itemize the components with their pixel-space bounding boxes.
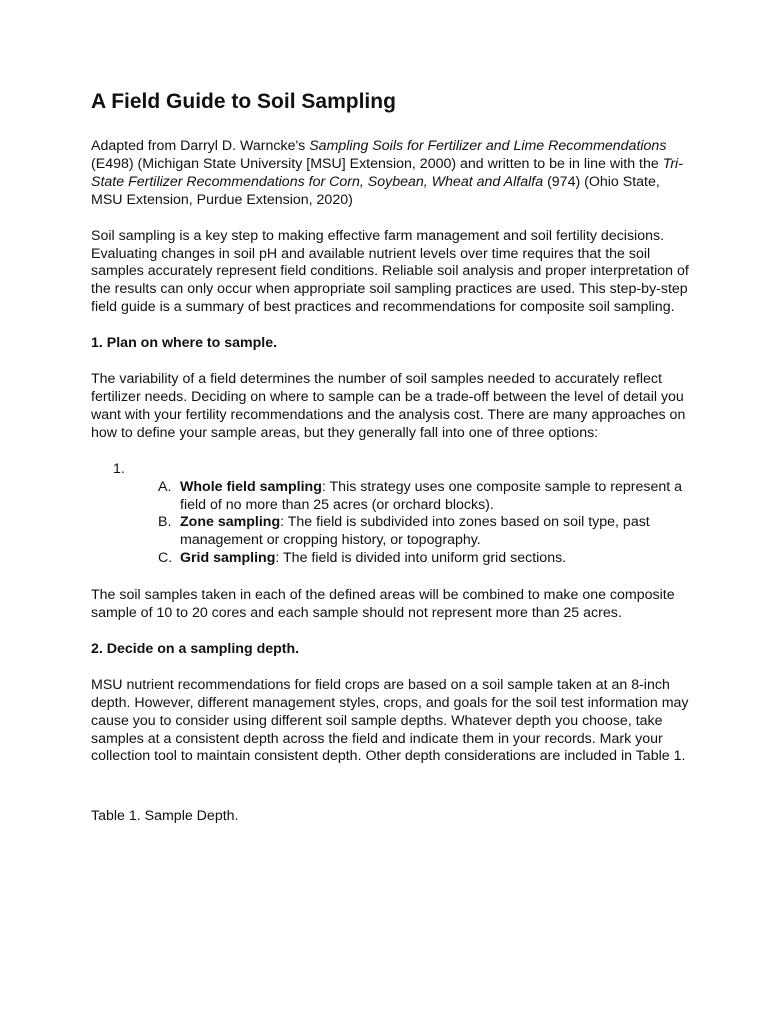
intro-suffix: (974) (Ohio State, MSU Extension, Purdue Extension, 2020) bbox=[91, 173, 660, 208]
section-1-heading: 1. Plan on where to sample. bbox=[91, 335, 278, 352]
page-title: A Field Guide to Soil Sampling bbox=[91, 90, 396, 113]
table-caption: Table 1. Sample Depth. bbox=[91, 808, 239, 825]
document-page bbox=[91, 88, 691, 826]
overview-paragraph: Soil sampling is a key step to making effective farm management and soil fertility decisions. Evaluating changes in soil pH and available nutrient levels over time requires that the soil samples accurately represent field conditions. Reliable soil analysis and proper interpretation of the results can only occur when appropriate soil sampling practices are used. This step-by-step field guide is a summary of best practices and recommendations for composite soil sampling. bbox=[91, 227, 689, 316]
option-text: : This strategy uses one composite sample to represent a field of no more than 25 acres (or orchard blocks). bbox=[180, 478, 683, 513]
reference-title-2: Tri-State Fertilizer Recommendations for Corn, Soybean, Wheat and Alfalfa bbox=[91, 155, 683, 190]
list-number: 1. bbox=[113, 460, 125, 477]
list-item bbox=[91, 514, 691, 550]
section-2-paragraph: MSU nutrient recommendations for field crops are based on a soil sample taken at an 8-inch depth. However, different management styles, crops, and goals for the soil test information may cause you to consider using different soil sample depths. Whatever depth you choose, take samples at a consistent depth across the field and indicate them in your records. Mark your collection tool to maintain consistent depth. Other depth considerations are included in Table 1. bbox=[91, 676, 689, 765]
option-term: Zone sampling bbox=[180, 514, 281, 531]
list-item bbox=[91, 479, 691, 515]
list-marker: C. bbox=[158, 550, 173, 567]
option-term: Grid sampling bbox=[180, 550, 276, 567]
sampling-options-list bbox=[91, 479, 691, 569]
reference-title-1: Sampling Soils for Fertilizer and Lime Recommendations bbox=[309, 138, 667, 154]
option-text: : The field is divided into uniform grid sections. bbox=[275, 550, 567, 567]
option-text: : The field is subdivided into zones based on soil type, past management or cropping history, or topography. bbox=[180, 514, 650, 549]
list-marker: A. bbox=[158, 478, 172, 495]
section-2-heading: 2. Decide on a sampling depth. bbox=[91, 640, 300, 657]
section-1-closing: The soil samples taken in each of the defined areas will be combined to make one composite sample of 10 to 20 cores and each sample should not represent more than 25 acres. bbox=[91, 587, 675, 622]
list-item bbox=[91, 550, 691, 568]
intro-paragraph bbox=[91, 138, 691, 210]
intro-middle: (E498) (Michigan State University [MSU] Extension, 2000) and written to be in line with the bbox=[91, 155, 663, 172]
option-term: Whole field sampling bbox=[180, 478, 322, 495]
section-1-paragraph: The variability of a field determines the number of soil samples needed to accurately reflect fertilizer needs. Deciding on where to sample can be a trade-off between the level of detail you want with your fertility recommendations and the analysis cost. There are many approaches on how to define your sample areas, but they generally fall into one of three options: bbox=[91, 371, 686, 441]
list-marker: B. bbox=[158, 514, 172, 531]
intro-prefix: Adapted from Darryl D. Warncke's bbox=[91, 138, 310, 154]
